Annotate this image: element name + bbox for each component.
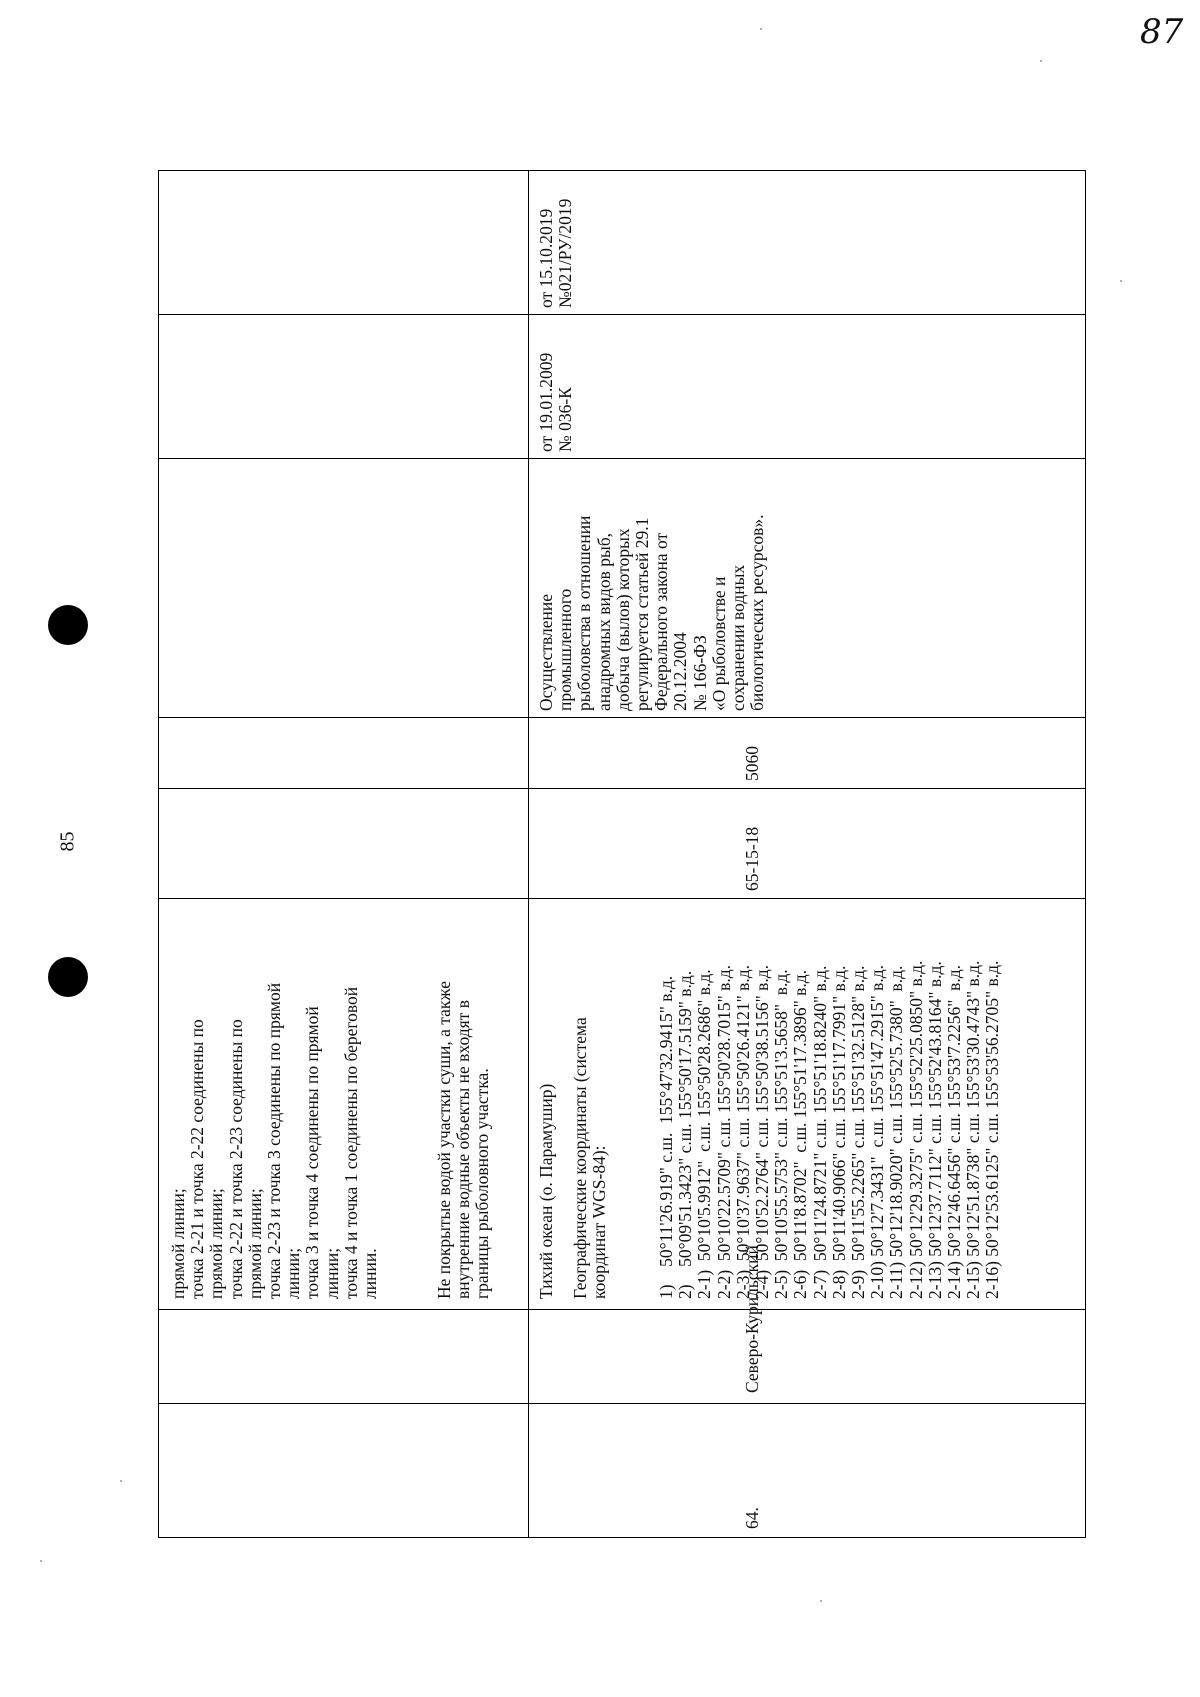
text-line: 20.12.2004 — [670, 632, 691, 711]
text-line: точка 4 и точка 1 соединены по береговой — [340, 986, 361, 1299]
text-line: анадромных видов рыб, — [593, 533, 614, 711]
text-line: от 19.01.2009 — [536, 352, 556, 452]
text-line: точка 3 и точка 4 соединены по прямой — [302, 1006, 323, 1299]
text-line: границы рыболовного участка. — [472, 1068, 493, 1299]
scan-speck — [1040, 60, 1042, 62]
coordinate-line: 1) 50°11'26.919" с.ш. 155°47'32.9415" в.д. — [656, 975, 676, 1299]
boundary-description-text — [169, 983, 380, 1299]
text-line: промышленного — [555, 588, 576, 711]
row-number: 64. — [742, 1507, 762, 1529]
text-line: регулируется статьей 29.1 — [632, 517, 653, 711]
registration-date-number — [537, 199, 575, 308]
coordinates-header — [571, 1017, 609, 1299]
boundary-note-text — [435, 899, 493, 1299]
coordinate-line: 2-3) 50°10'37.9637" с.ш. 155°50'26.4121" в.д. — [732, 964, 753, 1299]
coordinate-line: 2-7) 50°11'24.8721" с.ш. 155°51'18.8240" в.д. — [809, 965, 830, 1299]
punch-hole — [48, 957, 88, 997]
area-code: 65-15-18 — [742, 826, 762, 891]
coordinate-line: 2-8) 50°11'40.9066" с.ш. 155°51'17.7991" в.д. — [828, 965, 849, 1299]
punch-hole — [48, 605, 88, 645]
printed-page-number: 85 — [56, 831, 79, 852]
coordinate-line: 2-6) 50°11'8.8702" с.ш. 155°51'17.3896" в.д. — [790, 969, 811, 1299]
text-line: Осуществление — [536, 593, 556, 711]
text-line: рыболовства в отношении — [574, 515, 595, 711]
column-divider — [159, 1403, 1085, 1404]
text-line: № 036-К — [555, 387, 576, 452]
water-body-name: Тихий океан (о. Парамушир) — [536, 1083, 556, 1299]
column-divider — [159, 314, 1085, 315]
text-line: «О рыболовстве и — [708, 576, 729, 711]
text-line: линии. — [360, 1248, 381, 1299]
text-line: №021/РУ/2019 — [555, 198, 576, 308]
scan-speck — [40, 1560, 42, 1562]
text-line: Географические координаты (система — [570, 1017, 590, 1299]
text-line: от 15.10.2019 — [536, 208, 556, 308]
fishing-purpose-text — [537, 515, 767, 711]
text-line: Федерального закона от — [651, 532, 672, 711]
coordinate-line: 2) 50°09'51.3423" с.ш. 155°50'17.5159" в.д. — [675, 970, 696, 1299]
coordinate-line: 2-12) 50°12'29.3275" с.ш. 155°52'25.0850" в.д. — [905, 960, 926, 1299]
text-line: координат WGS-84): — [589, 1145, 610, 1299]
coordinate-line: 2-13) 50°12'37.7112" с.ш. 155°52'43.8164" в.д. — [924, 961, 945, 1299]
coordinate-line: 2-10) 50°12'7.3431" с.ш. 155°51'47.2915" в.д. — [867, 964, 888, 1299]
scan-speck — [760, 28, 762, 30]
coordinate-line: 2-9) 50°11'55.2265" с.ш. 155°51'32.5128" в.д. — [848, 965, 869, 1299]
text-line: прямой линии; — [168, 1188, 188, 1299]
text-line: точка 2-21 и точка 2-22 соединены по — [187, 1019, 208, 1299]
scan-speck — [120, 1480, 122, 1482]
coordinate-line: 2-11) 50°12'18.9020" с.ш. 155°52'5.7380" в.д. — [886, 965, 907, 1299]
coordinate-line: 2-1) 50°10'5.9912" с.ш. 155°50'28.2686" в.д. — [694, 969, 715, 1299]
scan-speck — [1120, 280, 1122, 282]
coordinates-list — [657, 961, 1003, 1299]
area-value: 5060 — [742, 746, 762, 781]
text-line: прямой линии; — [244, 1188, 265, 1299]
row-divider — [528, 171, 529, 1537]
scan-speck — [820, 1600, 822, 1602]
column-divider — [159, 1309, 1085, 1310]
text-line: линии; — [283, 1247, 304, 1299]
text-line: точка 2-22 и точка 2-23 соединены по — [225, 1019, 246, 1299]
coordinate-line: 2-4) 50°10'52.2764" с.ш. 155°50'38.5156" в.д. — [752, 964, 773, 1299]
column-divider — [159, 898, 1085, 899]
text-line: биологических ресурсов». — [747, 514, 768, 711]
handwritten-page-number: 87 — [1140, 12, 1184, 52]
coordinate-line: 2-15) 50°12'51.8738" с.ш. 155°53'30.4743" в.д. — [963, 960, 984, 1299]
text-line: добыча (вылов) которых — [612, 528, 633, 711]
text-line: сохранении водных — [728, 564, 749, 711]
text-line: № 166-ФЗ — [689, 635, 710, 711]
coordinate-line: 2-2) 50°10'22.5709" с.ш. 155°50'28.7015" в.д. — [713, 964, 734, 1299]
text-line: Не покрытые водой участки суши, а также — [434, 981, 454, 1299]
column-divider — [159, 717, 1085, 718]
text-line: внутренние водные объекты не входят в — [453, 1000, 474, 1299]
column-divider — [159, 788, 1085, 789]
rotated-table — [158, 170, 1086, 1538]
coordinate-line: 2-16) 50°12'53.6125" с.ш. 155°53'56.2705" в.д. — [982, 960, 1003, 1299]
contract-date-number — [537, 353, 575, 452]
text-line: точка 2-23 и точка 3 соединены по прямой — [264, 982, 285, 1299]
column-divider — [159, 458, 1085, 459]
text-line: прямой линии; — [206, 1188, 227, 1299]
district-name: Северо-Курильский — [742, 1245, 762, 1393]
coordinate-line: 2-5) 50°10'55.5753" с.ш. 155°51'3.5658" в.д. — [771, 969, 792, 1299]
text-line: линии; — [321, 1247, 342, 1299]
coordinate-line: 2-14) 50°12'46.6456" с.ш. 155°53'7.2256" в.д. — [944, 964, 965, 1299]
